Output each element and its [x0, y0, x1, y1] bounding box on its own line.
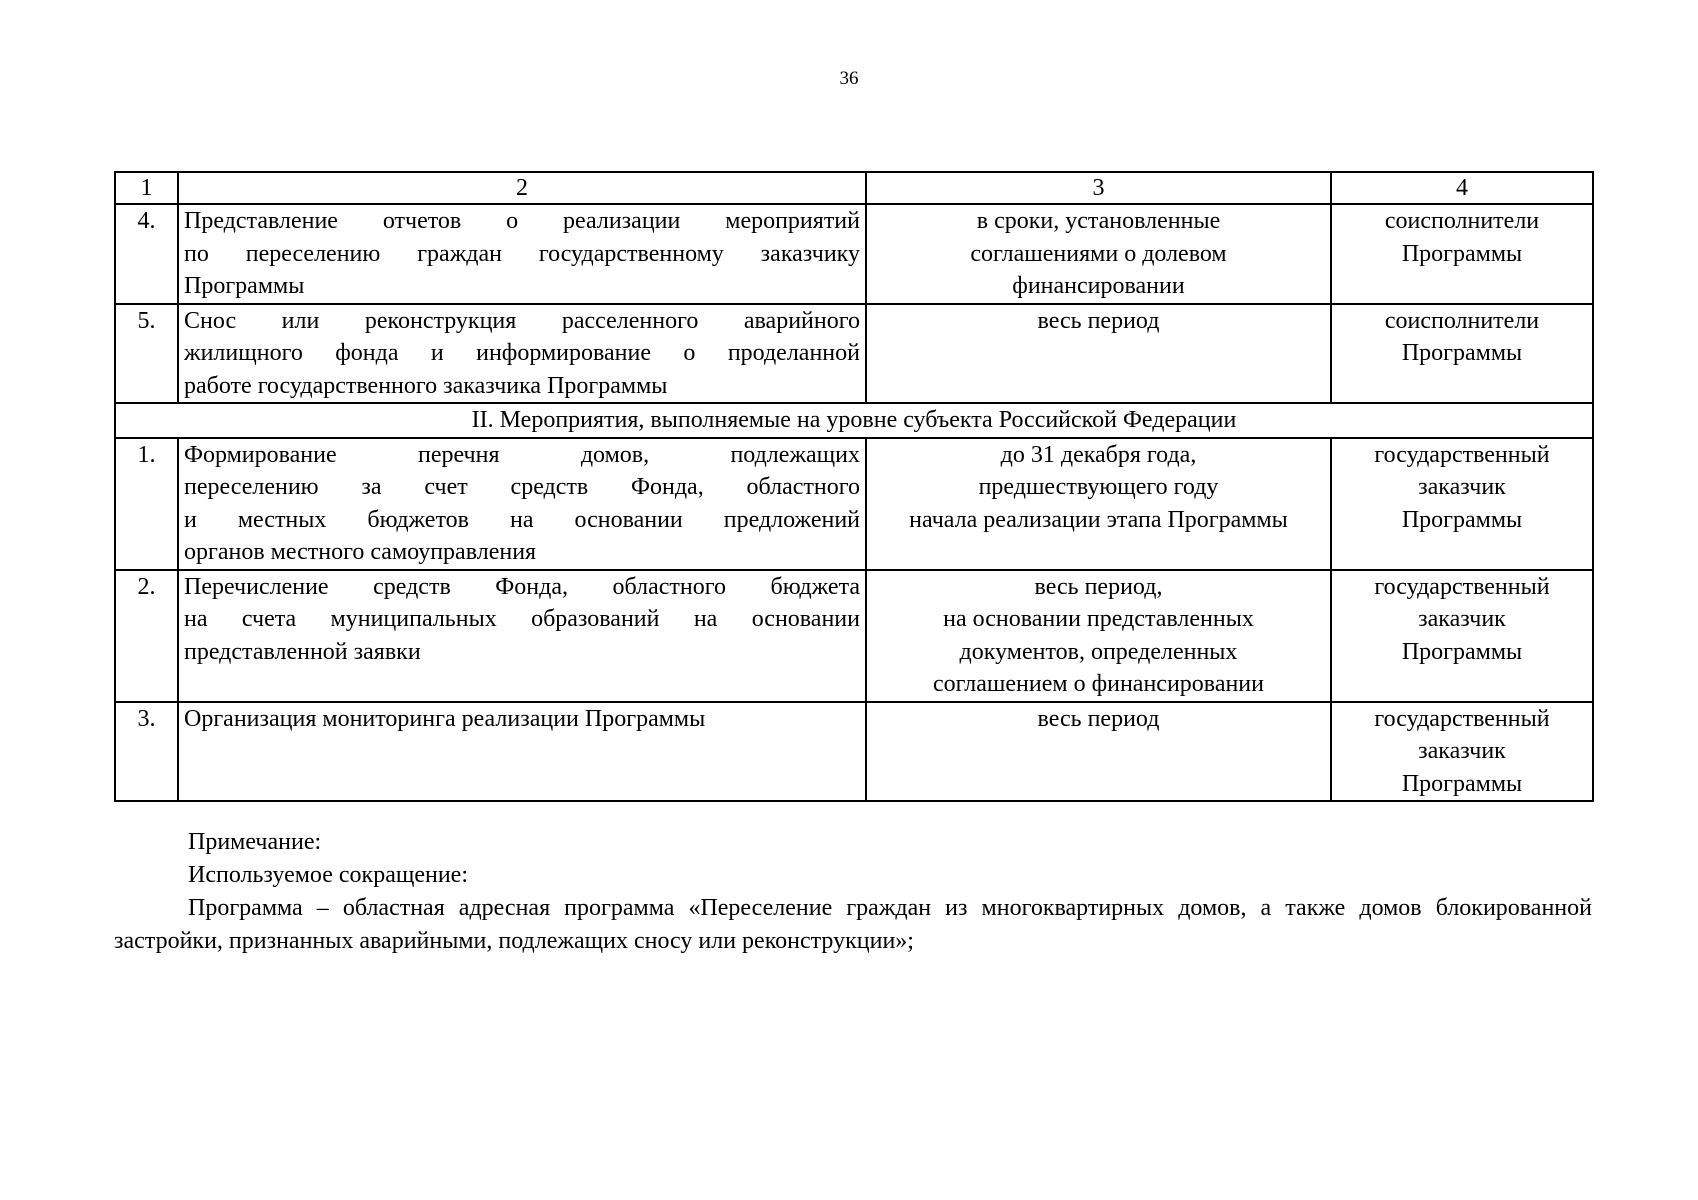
abbreviation-label: Используемое сокращение: — [188, 862, 468, 888]
description-line: и местных бюджетов на основании предложений — [184, 506, 860, 533]
column-header: 2 — [178, 172, 866, 204]
executor-line: Программы — [1401, 506, 1523, 533]
description-line: Снос или реконструкция расселенного аварийного — [184, 307, 860, 334]
row-number: 4. — [115, 204, 178, 304]
period-line: предшествующего году — [978, 474, 1219, 500]
period-line: соглашением о финансировании — [933, 671, 1264, 697]
measure-description — [178, 438, 866, 570]
table-row — [115, 304, 1593, 404]
description-line: жилищного фонда и информирование о проделанной — [184, 340, 860, 366]
measure-executor — [1331, 204, 1593, 304]
executor-line: заказчик — [1418, 606, 1506, 632]
row-number: 1. — [115, 438, 178, 570]
measure-executor — [1331, 438, 1593, 570]
row-number: 5. — [115, 304, 178, 404]
measure-period — [866, 204, 1331, 304]
note-label: Примечание: — [188, 829, 322, 855]
measure-period — [866, 438, 1331, 570]
description-line: по переселению граждан государственному заказчику — [184, 240, 860, 267]
measure-executor — [1331, 304, 1593, 404]
period-line: весь период — [1037, 705, 1160, 732]
description-line: представленной заявки — [184, 638, 421, 665]
description-line: Организация мониторинга реализации Программы — [184, 705, 706, 732]
description-line: органов местного самоуправления — [184, 539, 537, 565]
table-row — [115, 438, 1593, 570]
column-header: 4 — [1331, 172, 1593, 204]
row-number: 2. — [115, 570, 178, 702]
period-line: финансировании — [1012, 273, 1185, 299]
measures-table — [114, 171, 1594, 802]
executor-line: государственный — [1374, 441, 1550, 468]
measure-executor — [1331, 702, 1593, 802]
measure-period — [866, 702, 1331, 802]
table-row — [115, 702, 1593, 802]
section-row — [115, 403, 1593, 438]
row-number: 3. — [115, 702, 178, 802]
table-row — [115, 570, 1593, 702]
executor-line: Программы — [1401, 638, 1523, 665]
period-line: весь период — [1037, 307, 1160, 334]
measure-description — [178, 204, 866, 304]
executor-line: Программы — [1401, 770, 1523, 797]
description-line: Формирование перечня домов, подлежащих — [184, 441, 860, 468]
description-line: Перечисление средств Фонда, областного бюджета — [184, 573, 860, 600]
column-header: 3 — [866, 172, 1331, 204]
notes-block — [114, 826, 1592, 958]
measure-period — [866, 304, 1331, 404]
executor-line: государственный — [1374, 705, 1550, 732]
table-row — [115, 204, 1593, 304]
executor-line: государственный — [1374, 573, 1550, 600]
executor-line: соисполнители — [1384, 307, 1540, 334]
program-definition: Программа – областная адресная программа «Переселение граждан из многоквартирных домов, а также домов блокированной застройки, признанных аварийными, подлежащих сносу или реконструкции»; — [114, 895, 1592, 954]
period-line: до 31 декабря года, — [1000, 441, 1197, 468]
period-line: весь период, — [1034, 573, 1163, 600]
measure-executor — [1331, 570, 1593, 702]
executor-line: Программы — [1401, 340, 1523, 366]
period-line: документов, определенных — [959, 638, 1238, 665]
table-header-row — [115, 172, 1593, 204]
executor-line: соисполнители — [1384, 208, 1540, 234]
measure-description — [178, 304, 866, 404]
executor-line: заказчик — [1418, 738, 1506, 764]
description-line: Программы — [184, 273, 305, 299]
period-line: в сроки, установленные — [976, 208, 1221, 234]
measure-description — [178, 570, 866, 702]
column-header: 1 — [115, 172, 178, 204]
period-line: начала реализации этапа Программы — [909, 506, 1288, 533]
page-number: 36 — [839, 68, 859, 89]
description-line: работе государственного заказчика Программы — [184, 372, 668, 399]
description-line: Представление отчетов о реализации мероприятий — [184, 208, 860, 234]
measure-description — [178, 702, 866, 802]
section-title: II. Мероприятия, выполняемые на уровне субъекта Российской Федерации — [115, 403, 1593, 438]
period-line: на основании представленных — [943, 606, 1254, 632]
description-line: переселению за счет средств Фонда, областного — [184, 474, 860, 500]
executor-line: заказчик — [1418, 474, 1506, 500]
period-line: соглашениями о долевом — [970, 240, 1227, 267]
description-line: на счета муниципальных образований на основании — [184, 606, 860, 632]
executor-line: Программы — [1401, 240, 1523, 267]
measure-period — [866, 570, 1331, 702]
